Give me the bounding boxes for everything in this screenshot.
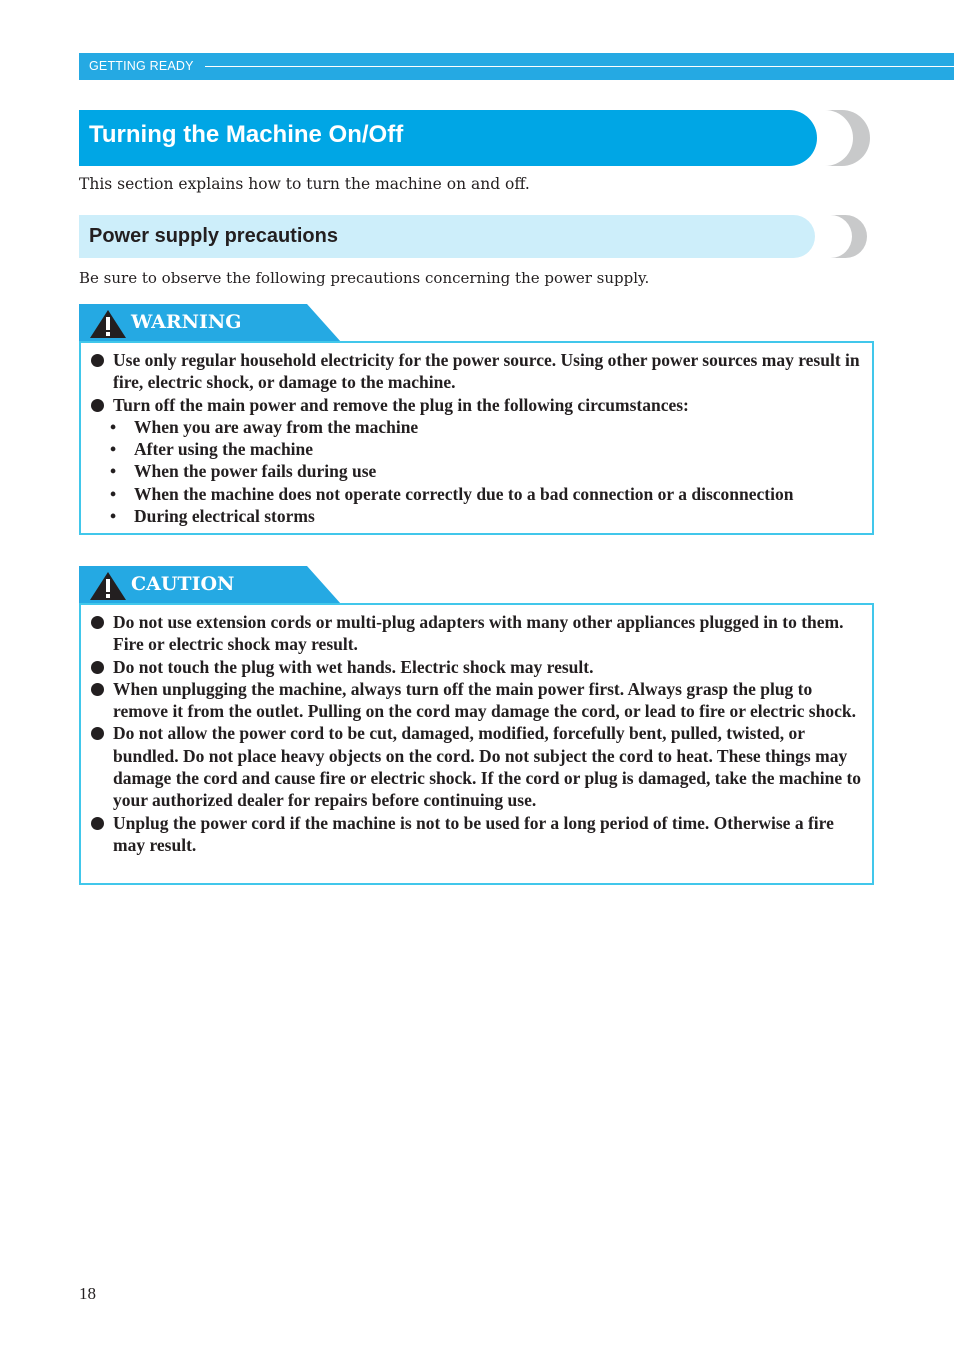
bullet-icon: • bbox=[110, 416, 117, 437]
warning-label: WARNING bbox=[131, 311, 242, 333]
precaution-intro: Be sure to observe the following precautions concerning the power supply. bbox=[79, 269, 650, 287]
caution-item-text: Unplug the power cord if the machine is not to be used for a long period of time. Otherwise a fire may result. bbox=[113, 812, 834, 855]
title-bar bbox=[79, 110, 817, 166]
warning-subitem-text: When you are away from the machine bbox=[134, 416, 419, 437]
warning-item bbox=[81, 349, 872, 394]
bullet-dot-icon bbox=[91, 354, 104, 367]
caution-item bbox=[81, 678, 872, 723]
warning-item-text: Turn off the main power and remove the plug in the following circumstances: bbox=[113, 394, 689, 415]
caution-label: CAUTION bbox=[131, 573, 235, 595]
warning-item bbox=[81, 394, 872, 416]
caution-item-text: When unplugging the machine, always turn off the main power first. Always grasp the plug to remove it from the outlet. Pulling on the cord may damage the cord, or lead to fire or electric shock. bbox=[113, 678, 856, 722]
caution-item bbox=[81, 611, 872, 656]
bullet-icon: • bbox=[110, 461, 117, 482]
bullet-icon: • bbox=[110, 439, 117, 460]
warning-subitem-text: After using the machine bbox=[134, 439, 314, 460]
warning-box bbox=[79, 341, 874, 535]
caution-item bbox=[81, 722, 872, 811]
section-header-band bbox=[79, 53, 954, 80]
caution-item bbox=[81, 656, 872, 678]
bullet-dot-icon bbox=[91, 727, 104, 740]
warning-triangle-icon bbox=[89, 309, 127, 339]
warning-list bbox=[81, 349, 872, 527]
header-rule bbox=[205, 66, 954, 67]
caution-item-text: Do not touch the plug with wet hands. Electric shock may result. bbox=[113, 656, 594, 677]
caution-box bbox=[79, 603, 874, 885]
warning-tab bbox=[79, 304, 341, 342]
bullet-dot-icon bbox=[91, 661, 104, 674]
caution-item bbox=[81, 812, 872, 857]
caution-item-text: Do not use extension cords or multi-plug adapters with many other appliances plugged in to them. Fire or electric shock may result. bbox=[113, 612, 844, 655]
caution-item-text: Do not allow the power cord to be cut, damaged, modified, forcefully bent, pulled, twisted, or bundled. Do not place heavy objects on the cord. Do not subject the cord to heat. These things may damage the cord and cause fire or electric shock. If the cord or plug is damaged, take the machine to your authorized dealer for repairs before continuing use. bbox=[113, 723, 862, 811]
bullet-dot-icon bbox=[91, 683, 104, 696]
intro-text: This section explains how to turn the machine on and off. bbox=[79, 175, 530, 193]
warning-subitem-text: When the power fails during use bbox=[134, 461, 377, 482]
caution-list bbox=[81, 611, 872, 856]
bullet-dot-icon bbox=[91, 616, 104, 629]
warning-subitem bbox=[81, 438, 872, 460]
subsection-bar bbox=[79, 215, 815, 258]
subsection-title: Power supply precautions bbox=[89, 225, 338, 247]
bullet-icon: • bbox=[110, 506, 117, 527]
page-number: 18 bbox=[79, 1284, 96, 1303]
warning-subitem bbox=[81, 483, 872, 505]
warning-triangle-icon bbox=[89, 571, 127, 601]
caution-tab bbox=[79, 566, 341, 604]
warning-subitem-text: When the machine does not operate correctly due to a bad connection or a disconnection bbox=[134, 483, 794, 504]
section-label: GETTING READY bbox=[89, 59, 194, 73]
bullet-dot-icon bbox=[91, 399, 104, 412]
page-title: Turning the Machine On/Off bbox=[89, 121, 404, 148]
bullet-icon: • bbox=[110, 483, 117, 504]
warning-subitem bbox=[81, 505, 872, 527]
warning-subitem-text: During electrical storms bbox=[134, 506, 315, 527]
bullet-dot-icon bbox=[91, 817, 104, 830]
warning-subitem bbox=[81, 460, 872, 482]
warning-subitem bbox=[81, 416, 872, 438]
warning-item-text: Use only regular household electricity for the power source. Using other power sources may result in fire, electric shock, or damage to the machine. bbox=[113, 350, 860, 393]
